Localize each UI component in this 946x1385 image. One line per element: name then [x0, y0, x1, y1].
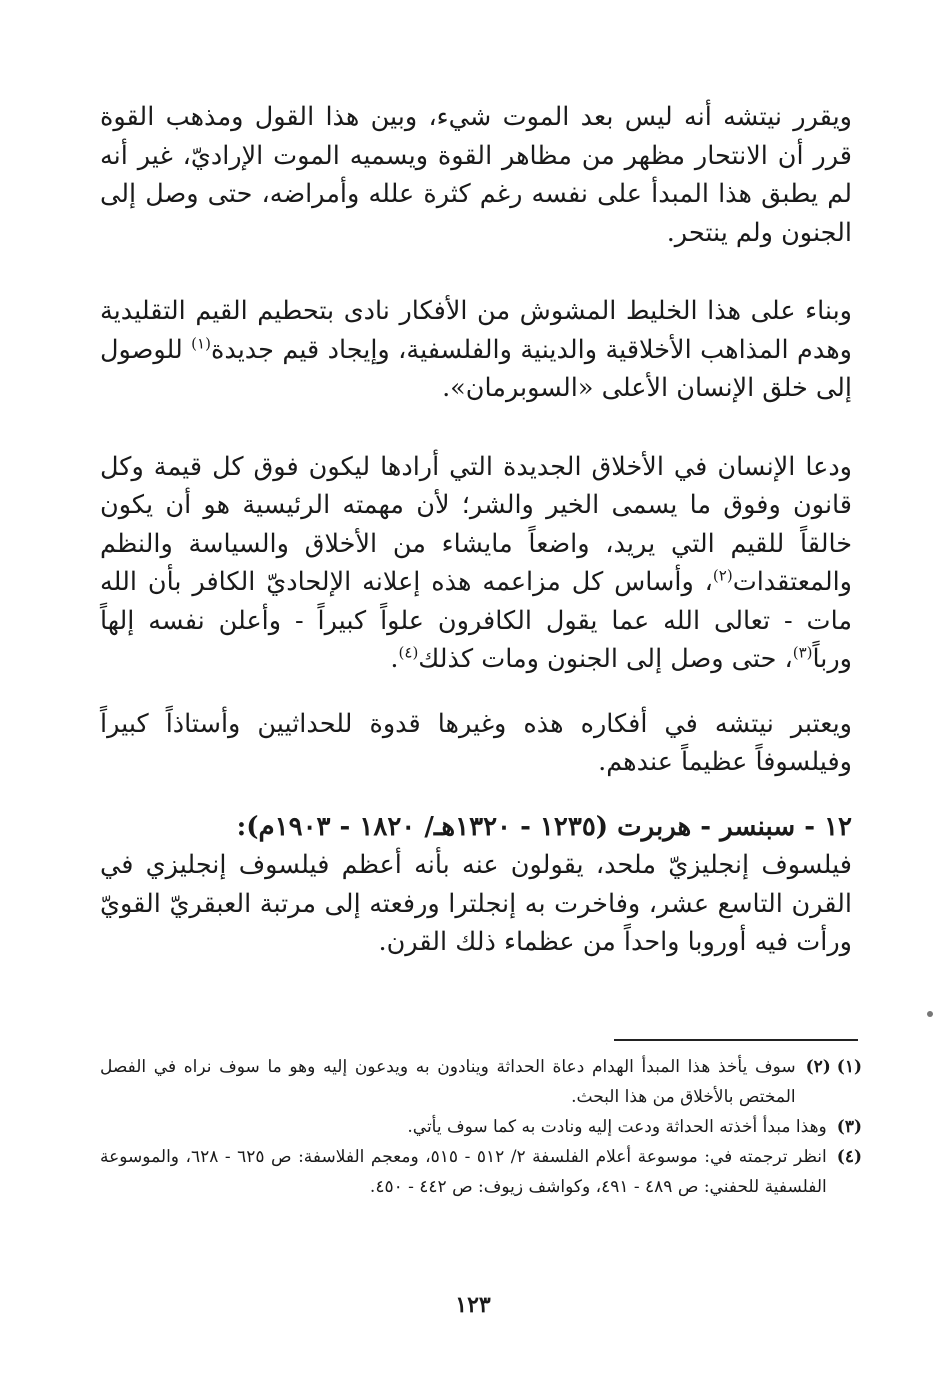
footnotes: [100, 1052, 862, 1202]
paragraph-nietzsche-modernists: ويعتبر نيتشه في أفكاره هذه وغيرها قدوة للحداثيين وأستاذاً كبيراً وفيلسوفاً عظيماً عندهم.: [100, 708, 852, 777]
paragraph-nietzsche-values: [100, 292, 852, 408]
paragraph-text: ، حتى وصل إلى الجنون ومات كذلك: [418, 644, 793, 674]
paragraph-nietzsche-morality: [100, 448, 852, 679]
footnote-number: (٣): [836, 1117, 862, 1137]
footnote-ref: (٤): [398, 643, 419, 662]
paragraph-gap: [100, 782, 852, 808]
footnote-text: سوف يأخذ هذا المبدأ الهدام دعاة الحداثة وينادون به ويدعون إليه وهو ما سوف نراه في الفصل المختص بالأخلاق من هذا البحث.: [100, 1057, 796, 1107]
paragraph-gap: [100, 408, 852, 448]
footnote-ref: (٢): [712, 566, 733, 585]
paragraph-text: للوصول إلى خلق الإنسان الأعلى «السوبرمان».: [100, 334, 852, 403]
footnote-divider: [614, 1039, 858, 1041]
footnote-ref: (١): [191, 334, 211, 352]
paragraph-text: ودعا الإنسان في الأخلاق الجديدة التي أرادها ليكون فوق كل قيمة وكل قانون وفوق ما يسمى الخير والشر؛ لأن مهمته الرئيسية هو أن يكون خالقاً للقيم التي يريد، واضعاً مايشاء من الأخلاق والسياسة والنظم والمعتقدات: [100, 451, 852, 597]
footnote-text: وهذا مبدأ أخذته الحداثة ودعت إليه ونادت به كما سوف يأتي.: [407, 1117, 827, 1137]
paragraph-text: ، وأساس كل مزاعمه هذه إعلانه الإلحاديّ الكافر بأن الله مات - تعالى الله عما يقول الكافرون علواً كبيراً - وأعلن نفسه إلهاً ورباً: [100, 567, 852, 674]
page-body: [100, 98, 852, 962]
paragraph-text: وبناء على هذا الخليط المشوش من الأفكار نادى بتحطيم القيم التقليدية وهدم المذاهب الأخلاقية والدينية والفلسفية، وإيجاد قيم جديدة: [100, 296, 852, 365]
paragraph-spencer: فيلسوف إنجليزيّ ملحد، يقولون عنه بأنه أعظم فيلسوف إنجليزي في القرن التاسع عشر، وفاخرت به إنجلترا ورفعته إلى مرتبة العبقريّ القويّ ورأت فيه أوروبا واحداً من عظماء ذلك القرن.: [100, 850, 852, 957]
section-heading-spencer: ١٢ - سبنسر - هربرت (١٢٣٥ - ١٣٢٠هـ/ ١٨٢٠ - ١٩٠٣م):: [236, 811, 852, 842]
paragraph-gap: [100, 252, 852, 292]
page-number: ١٢٣: [455, 1292, 491, 1318]
footnote-item: [100, 1052, 862, 1112]
paragraph-nietzsche-suicide: ويقرر نيتشه أنه ليس بعد الموت شيء، وبين هذا القول ومذهب القوة قرر أن الانتحار مظهر من مظاهر القوة ويسميه الموت الإراديّ، غير أنه لم يطبق هذا المبدأ على نفسه رغم كثرة علله وأمراضه، حتى وصل إلى الجنون ولم ينتحر.: [100, 102, 852, 248]
footnote-text: انظر ترجمته في: موسوعة أعلام الفلسفة ٢/ ٥١٢ - ٥١٥، ومعجم الفلاسفة: ص ٦٢٥ - ٦٢٨، والموسوعة الفلسفية للحفني: ص ٤٨٩ - ٤٩١، وكواشف زيوف: ص ٤٤٢ - ٤٥٠.: [100, 1147, 827, 1197]
footnote-ref: (٣): [792, 643, 813, 662]
footnote-number: (٤): [836, 1147, 862, 1167]
paragraph-text: .: [390, 644, 399, 674]
footnote-item: [100, 1142, 862, 1202]
footnote-item: [100, 1112, 862, 1142]
footnote-number: (١) (٢): [805, 1057, 862, 1077]
scan-speck: [927, 1011, 933, 1017]
paragraph-gap: [100, 679, 852, 705]
